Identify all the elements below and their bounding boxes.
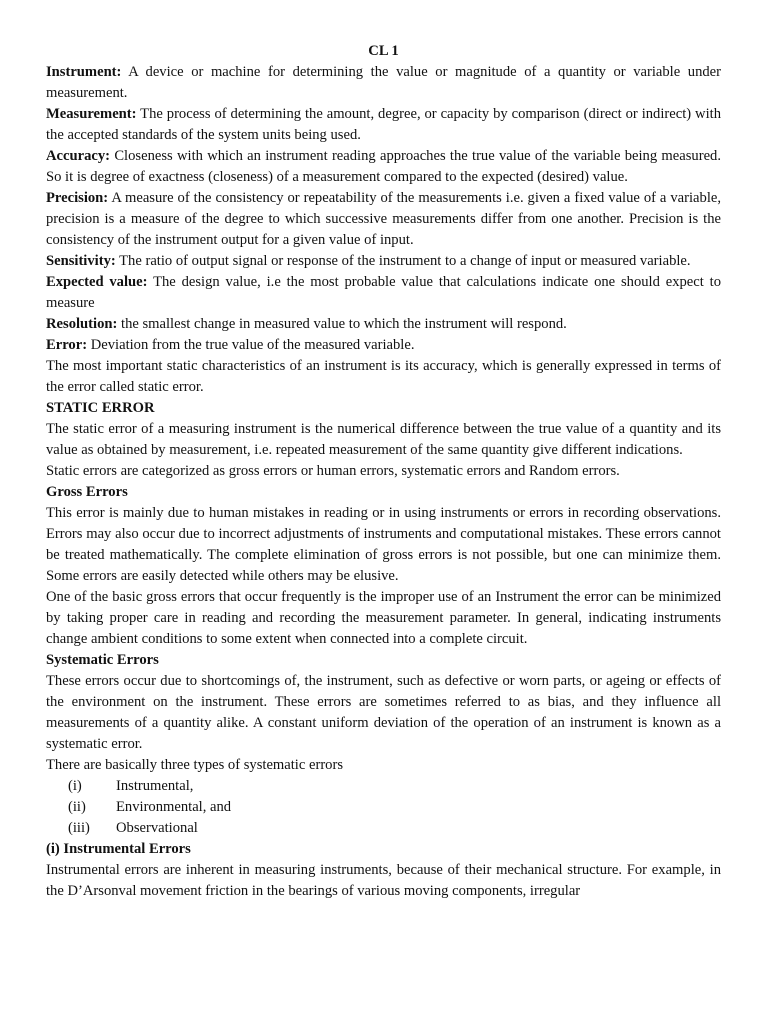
- systematic-errors-paragraph: These errors occur due to shortcomings of, the instrument, such as defective or worn parts, or ageing or effects of the environment on the instrument. These errors are sometimes referred to as bias, and they influence all measurements of a quantity alike. A constant uniform deviation of the operation of an instrument is known as a systematic error.: [46, 673, 721, 752]
- definition-expected-value: [46, 272, 721, 314]
- definition-sensitivity: [46, 251, 721, 272]
- definition-text: The design value, i.e the most probable value that calculations indicate one should expect to measure: [46, 274, 722, 311]
- definition-accuracy: [46, 146, 721, 188]
- gross-errors-heading: Gross Errors: [46, 484, 128, 500]
- definition-text: A device or machine for determining the value or magnitude of a quantity or variable under measurement.: [46, 64, 722, 101]
- definition-text: Deviation from the true value of the measured variable.: [90, 337, 415, 353]
- definition-term: Expected value:: [46, 274, 148, 290]
- definition-instrument: [46, 62, 721, 104]
- static-error-categories-paragraph: Static errors are categorized as gross errors or human errors, systematic errors and Random errors.: [46, 463, 620, 479]
- definition-term: Sensitivity:: [46, 253, 116, 269]
- definition-text: The process of determining the amount, degree, or capacity by comparison (direct or indirect) with the accepted standards of the system units being used.: [46, 106, 721, 143]
- document-body: [46, 41, 721, 902]
- definition-term: Measurement:: [46, 106, 137, 122]
- instrumental-errors-heading: (i) Instrumental Errors: [46, 841, 191, 857]
- definition-precision: [46, 188, 721, 251]
- static-error-heading: STATIC ERROR: [46, 400, 155, 416]
- definition-text: The ratio of output signal or response of the instrument to a change of input or measured variable.: [119, 253, 691, 269]
- systematic-error-types-list: [46, 776, 721, 839]
- intro-paragraph: The most important static characteristics of an instrument is its accuracy, which is generally expressed in terms of the error called static error.: [46, 358, 721, 395]
- definition-error: [46, 335, 721, 356]
- definition-text: the smallest change in measured value to which the instrument will respond.: [121, 316, 567, 332]
- list-item-label: Observational: [116, 820, 198, 836]
- static-error-paragraph: The static error of a measuring instrument is the numerical difference between the true value of a quantity and its value as obtained by measurement, i.e. repeated measurement of the same quantity give different indications.: [46, 421, 721, 458]
- list-item-number: (ii): [68, 799, 86, 815]
- list-item: [46, 818, 721, 839]
- definition-term: Instrument:: [46, 64, 122, 80]
- definition-resolution: [46, 314, 721, 335]
- definition-term: Precision:: [46, 190, 109, 206]
- definition-term: Accuracy:: [46, 148, 111, 164]
- gross-errors-paragraph-2: One of the basic gross errors that occur frequently is the improper use of an Instrument the error can be minimized by taking proper care in reading and recording the measurement parameter. In general, indicating instruments change ambient conditions to some extent when connected into a complete circuit.: [46, 589, 721, 647]
- list-item-label: Instrumental,: [116, 778, 194, 794]
- definition-measurement: [46, 104, 721, 146]
- list-item-number: (iii): [68, 820, 90, 836]
- definition-text: A measure of the consistency or repeatability of the measurements i.e. given a fixed value of a variable, precision is a measure of the degree to which successive measurements differ from one another. Precision is the consistency of the instrument output for a given value of input.: [46, 190, 722, 248]
- list-item: [46, 797, 721, 818]
- definition-term: Resolution:: [46, 316, 118, 332]
- definition-term: Error:: [46, 337, 88, 353]
- list-item-label: Environmental, and: [116, 799, 232, 815]
- list-item: [46, 776, 721, 797]
- gross-errors-paragraph: This error is mainly due to human mistakes in reading or in using instruments or errors in recording observations. Errors may also occur due to incorrect adjustments of instruments and computational mistakes. These errors cannot be treated mathematically. The complete elimination of gross errors is not possible, but one can minimize them. Some errors are easily detected while others may be elusive.: [46, 505, 721, 584]
- definition-text: Closeness with which an instrument reading approaches the true value of the variable being measured. So it is degree of exactness (closeness) of a measurement compared to the expected (desired) value.: [46, 148, 721, 185]
- instrumental-errors-paragraph: Instrumental errors are inherent in measuring instruments, because of their mechanical structure. For example, in the D’Arsonval movement friction in the bearings of various moving components, irregular: [46, 862, 721, 899]
- page-title: CL 1: [368, 43, 399, 59]
- list-item-number: (i): [68, 778, 82, 794]
- systematic-errors-types-intro: There are basically three types of systematic errors: [46, 757, 344, 773]
- systematic-errors-heading: Systematic Errors: [46, 652, 159, 668]
